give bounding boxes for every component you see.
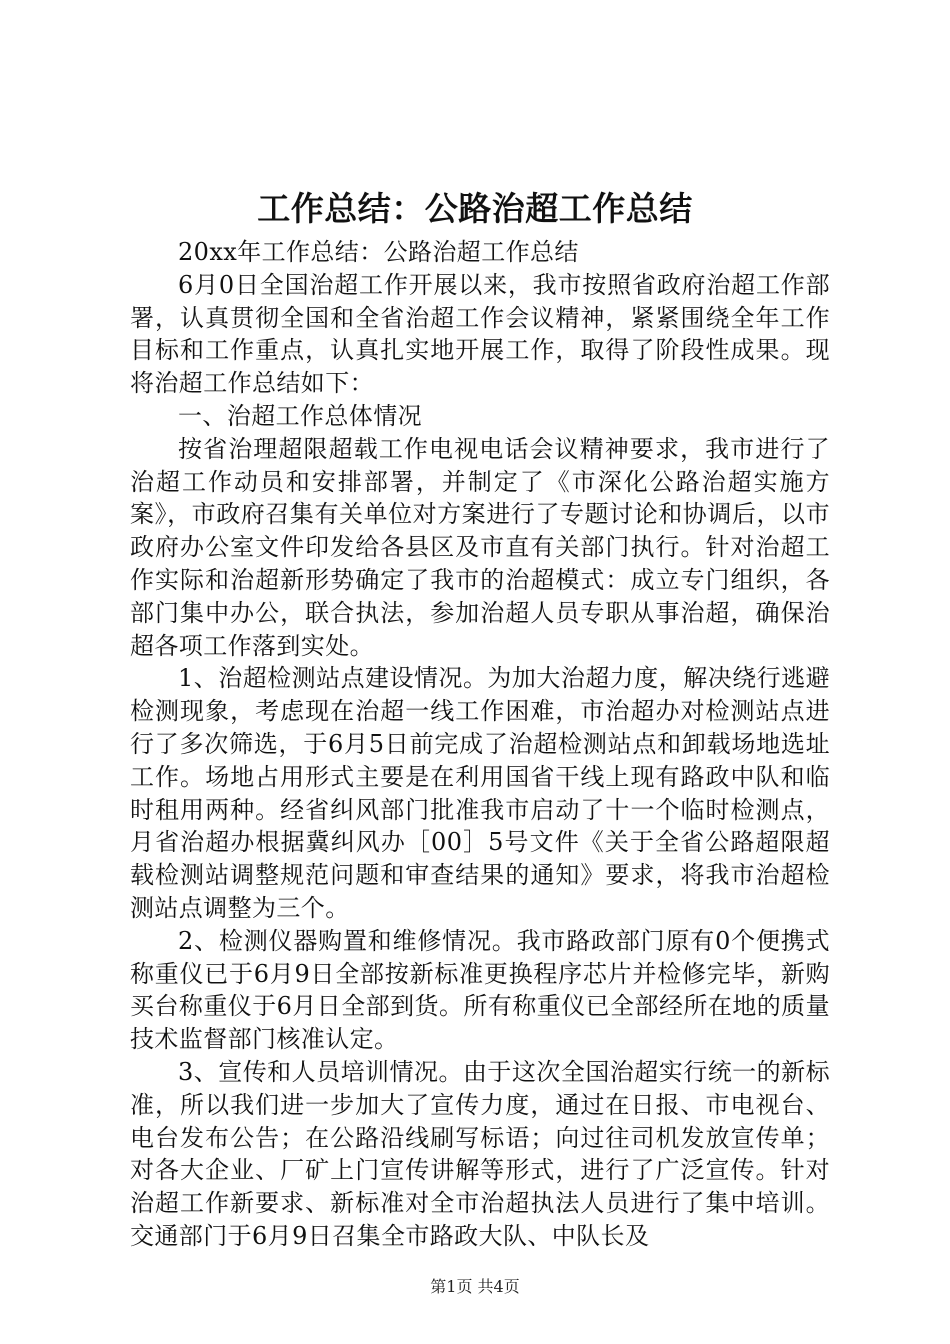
overview-paragraph: 按省治理超限超载工作电视电话会议精神要求，我市进行了治超工作动员和安排部署，并制定了《市深化公路治超实施方案》，市政府召集有关单位对方案进行了专题讨论和协调后，以市政府办公室文件印发给各县区及市直有关部门执行。针对治超工作实际和治超新形势确定了我市的治超模式：成立专门组织，各部门集中办公，联合执法，参加治超人员专职从事治超，确保治超各项工作落到实处。 bbox=[130, 434, 830, 660]
intro-paragraph: 6月0日全国治超工作开展以来，我市按照省政府治超工作部署，认真贯彻全国和全省治超工作会议精神，紧紧围绕全年工作目标和工作重点，认真扎实地开展工作，取得了阶段性成果。现将治超工作总结如下： bbox=[130, 270, 830, 398]
instrument-paragraph: 2、检测仪器购置和维修情况。我市路政部门原有0个便携式称重仪已于6月9日全部按新标准更换程序芯片并检修完毕，新购买台称重仪于6月日全部到货。所有称重仪已全部经所在地的质量技术监督部门核准认定。 bbox=[130, 926, 830, 1054]
publicity-paragraph: 3、宣传和人员培训情况。由于这次全国治超实行统一的新标准，所以我们进一步加大了宣传力度，通过在日报、市电视台、电台发布公告；在公路沿线刷写标语；向过往司机发放宣传单；对各大企业、厂矿上门宣传讲解等形式，进行了广泛宣传。针对治超工作新要求、新标准对全市治超执法人员进行了集中培训。交通部门于6月9日召集全市路政大队、中队长及 bbox=[130, 1057, 830, 1250]
page-number: 第1页 共4页 bbox=[430, 1277, 520, 1296]
section-heading: 一、治超工作总体情况 bbox=[178, 401, 422, 430]
subtitle-line: 20xx年工作总结：公路治超工作总结 bbox=[178, 238, 579, 266]
document-body bbox=[130, 236, 830, 1253]
station-paragraph: 1、治超检测站点建设情况。为加大治超力度，解决绕行逃避检测现象，考虑现在治超一线工作困难，市治超办对检测站点进行了多次筛选，于6月5日前完成了治超检测站点和卸载场地选址工作。场地占用形式主要是在利用国省干线上现有路政中队和临时租用两种。经省纠风部门批准我市启动了十一个临时检测点，月省治超办根据冀纠风办［00］5号文件《关于全省公路超限超载检测站调整规范问题和审查结果的通知》要求，将我市治超检测站点调整为三个。 bbox=[130, 664, 830, 922]
document-title: 工作总结：公路治超工作总结 bbox=[257, 189, 693, 228]
